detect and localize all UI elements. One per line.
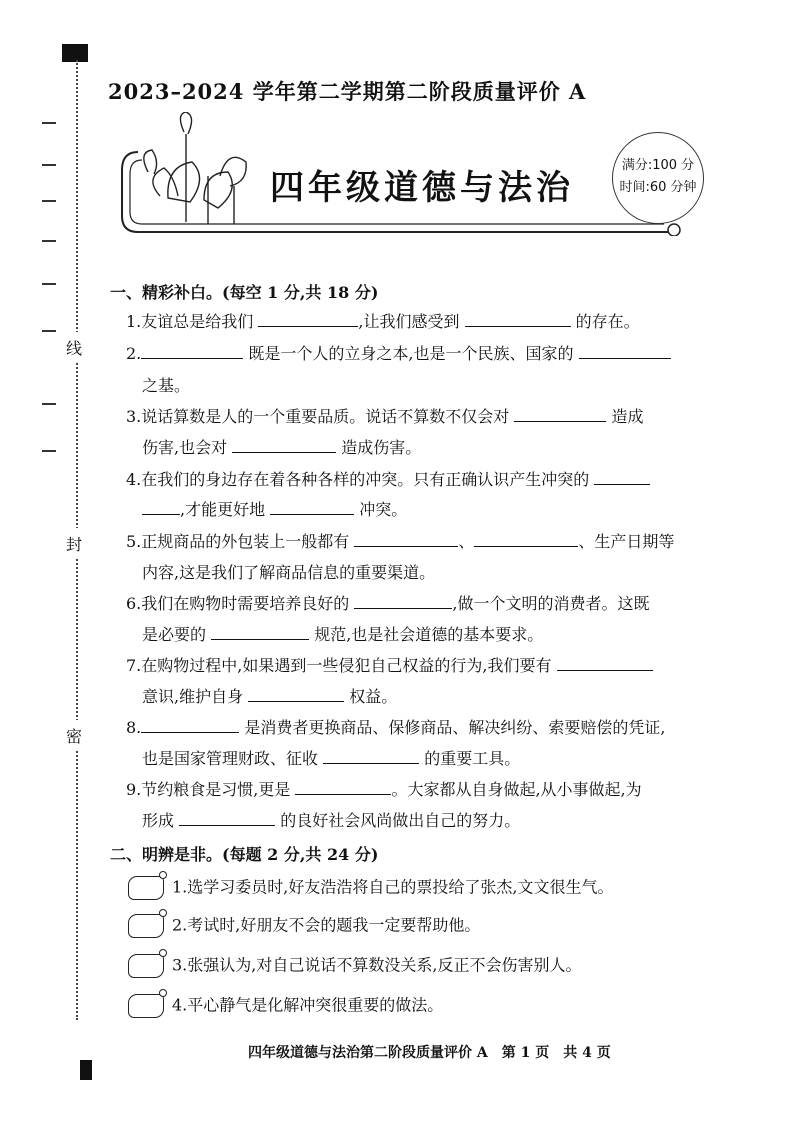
- answer-blank[interactable]: [557, 656, 653, 671]
- answer-blank[interactable]: [354, 532, 458, 547]
- exam-title: 2023–2024 学年第二学期第二阶段质量评价 A: [108, 79, 587, 104]
- answer-blank[interactable]: [142, 500, 180, 515]
- section1-title: 一、精彩补白。(每空 1 分,共 18 分): [110, 283, 379, 302]
- question-2: 2. 既是一个人的立身之本,也是一个民族、国家的: [126, 344, 671, 364]
- answer-blank[interactable]: [514, 407, 606, 422]
- lotus-flower-icon: [144, 112, 246, 224]
- judge-item-3: 3.张强认为,对自己说话不算数没关系,反正不会伤害别人。: [128, 954, 581, 978]
- question-6: 6.我们在购物时需要培养良好的 ,做一个文明的消费者。这既: [126, 594, 650, 613]
- question-5-cont: 内容,这是我们了解商品信息的重要渠道。: [142, 563, 436, 582]
- registration-mark-top: [62, 44, 88, 62]
- question-2-cont: 之基。: [142, 376, 191, 395]
- section2-title: 二、明辨是非。(每题 2 分,共 24 分): [110, 845, 379, 864]
- question-5: 5.正规商品的外包装上一般都有 、 、生产日期等: [126, 532, 675, 551]
- page-footer: 四年级道德与法治第二阶段质量评价 A 第 1 页 共 4 页: [248, 1045, 611, 1061]
- question-9: 9.节约粮食是习惯,更是 。大家都从自身做起,从小事做起,为: [126, 780, 642, 799]
- judge-item-4: 4.平心静气是化解冲突很重要的做法。: [128, 994, 443, 1018]
- answer-paren-box[interactable]: [128, 954, 164, 978]
- answer-blank[interactable]: [270, 500, 354, 515]
- answer-blank[interactable]: [295, 780, 391, 795]
- question-3-cont: 伤害,也会对 造成伤害。: [142, 438, 422, 457]
- question-3: 3.说话算数是人的一个重要品质。说话不算数不仅会对 造成: [126, 407, 644, 426]
- answer-blank[interactable]: [474, 532, 578, 547]
- answer-blank[interactable]: [211, 625, 309, 640]
- answer-blank[interactable]: [232, 438, 336, 453]
- answer-blank[interactable]: [323, 749, 419, 764]
- question-8: 8. 是消费者更换商品、保修商品、解决纠纷、索要赔偿的凭证,: [126, 718, 666, 737]
- answer-blank[interactable]: [594, 470, 650, 485]
- answer-blank[interactable]: [465, 312, 571, 327]
- answer-paren-box[interactable]: [128, 914, 164, 938]
- answer-blank[interactable]: [579, 344, 671, 359]
- subject-title: 四年级道德与法治: [270, 168, 574, 208]
- margin-label-xian: 线: [66, 332, 82, 363]
- exam-time: 时间:60 分钟: [619, 180, 697, 195]
- margin-label-mi: 密: [66, 720, 82, 751]
- answer-blank[interactable]: [248, 687, 344, 702]
- answer-blank[interactable]: [179, 811, 275, 826]
- question-9-cont: 形成 的良好社会风尚做出自己的努力。: [142, 811, 521, 830]
- question-4: 4.在我们的身边存在着各种各样的冲突。只有正确认识产生冲突的: [126, 470, 650, 490]
- question-7-cont: 意识,维护自身 权益。: [142, 687, 398, 706]
- registration-mark-bottom: [80, 1060, 92, 1080]
- question-1: 1.友谊总是给我们 ,让我们感受到 的存在。: [126, 312, 640, 331]
- answer-blank[interactable]: [141, 718, 239, 733]
- question-8-cont: 也是国家管理财政、征收 的重要工具。: [142, 749, 521, 768]
- full-score: 满分:100 分: [621, 158, 695, 173]
- question-6-cont: 是必要的 规范,也是社会道德的基本要求。: [142, 625, 544, 644]
- answer-blank[interactable]: [354, 594, 452, 609]
- question-4-cont: ,才能更好地 冲突。: [142, 500, 407, 520]
- answer-blank[interactable]: [258, 312, 358, 327]
- score-time-badge: [612, 132, 704, 224]
- answer-blank[interactable]: [141, 344, 243, 359]
- answer-paren-box[interactable]: [128, 876, 164, 900]
- margin-label-feng: 封: [66, 528, 82, 559]
- judge-item-2: 2.考试时,好朋友不会的题我一定要帮助他。: [128, 914, 480, 938]
- judge-item-1: 1.选学习委员时,好友浩浩将自己的票投给了张杰,文文很生气。: [128, 876, 613, 900]
- question-7: 7.在购物过程中,如果遇到一些侵犯自己权益的行为,我们要有: [126, 656, 653, 676]
- answer-paren-box[interactable]: [128, 994, 164, 1018]
